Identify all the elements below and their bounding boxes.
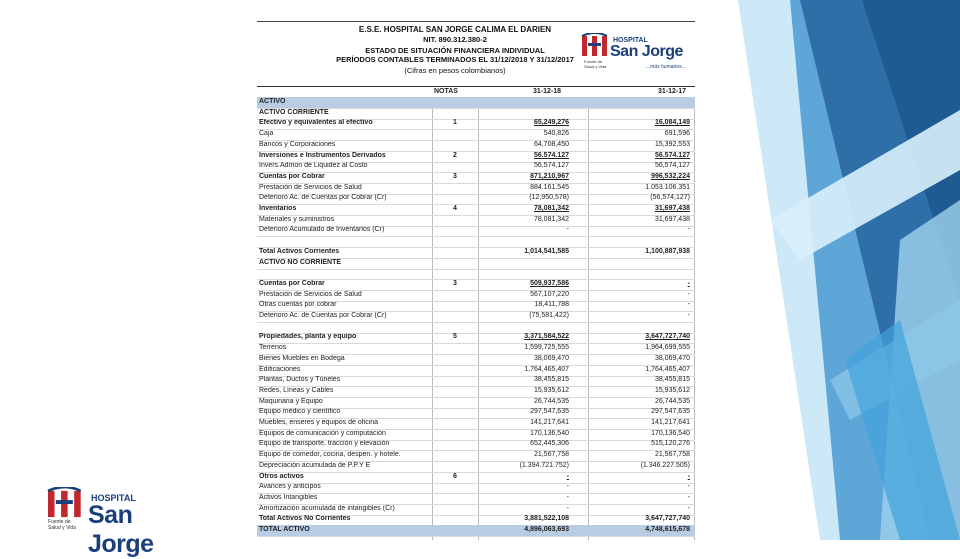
- row-label: Bancos y Corporaciones: [259, 140, 336, 148]
- hospital-emblem-icon: [44, 487, 86, 521]
- logo-subtitle: Fuente de Salud y Vida: [584, 59, 607, 69]
- row-value-2017: 141,217,641: [651, 419, 690, 426]
- logo-name: San Jorge: [610, 43, 683, 60]
- row-value-2017: (56,574,127): [650, 194, 690, 202]
- row-label: Deterioro Ac. de Cuentas por Cobrar (Cr): [259, 194, 387, 202]
- row-value-2017: (1.346.227.505): [640, 461, 690, 469]
- row-note: 5: [453, 333, 457, 341]
- row-value-2018: -: [566, 483, 569, 491]
- row-value-2017: 4,748,615,678: [645, 526, 690, 533]
- row-value-2018: 540,826: [543, 130, 569, 138]
- row-value-2017: 1,100,887,938: [645, 247, 690, 255]
- row-label: Equipo de transporte, tracción y elevación: [259, 440, 390, 448]
- row-value-2017: 515,120,276: [651, 440, 690, 448]
- row-value-2018: 18,411,788: [534, 301, 569, 309]
- row-label: Deterioro Acumulado de Inventarios (Cr): [259, 226, 385, 234]
- row-value-2017: -: [687, 279, 690, 287]
- row-label: Activos Intangibles: [259, 493, 318, 501]
- row-label: Bienes Muebles en Bodega: [259, 354, 345, 362]
- row-value-2017: -: [687, 483, 690, 491]
- logo-hospital-word: HOSPITAL: [613, 37, 648, 44]
- row-value-2018: (12,950,578): [529, 194, 569, 202]
- row-value-2017: 996,532,224: [651, 172, 690, 180]
- hospital-emblem-icon: [580, 33, 610, 59]
- row-label: Otros activos: [259, 472, 304, 480]
- row-value-2018: -: [566, 472, 569, 480]
- row-value-2018: 78,081,342: [533, 205, 569, 212]
- row-value-2017: -: [687, 290, 690, 298]
- row-value-2018: 297,547,635: [530, 408, 569, 416]
- row-value-2018: -: [566, 504, 569, 512]
- row-label: ACTIVO NO CORRIENTE: [259, 258, 342, 266]
- row-value-2018: 871,210,967: [530, 172, 569, 180]
- periods-line: PERÍODOS CONTABLES TERMINADOS EL 31/12/2018 Y 31/12/2017: [336, 55, 574, 64]
- row-label: Cuentas por Cobrar: [259, 279, 325, 287]
- row-value-2017: 16,084,149: [654, 119, 690, 127]
- row-value-2018: 64,708,450: [533, 140, 569, 148]
- row-value-2018: 3,371,584,522: [524, 333, 569, 341]
- row-label: TOTAL ACTIVO: [259, 526, 310, 533]
- logo-name: San Jorge: [88, 501, 154, 558]
- row-label: Inversiones e Instrumentos Derivados: [259, 151, 386, 159]
- row-value-2018: 56.574.127: [533, 151, 569, 159]
- row-value-2017: 38,455,815: [654, 376, 690, 384]
- row-label: Propiedades, planta y equipo: [259, 333, 357, 341]
- row-value-2018: 170,136,540: [530, 429, 569, 437]
- row-value-2017: 26,744,535: [654, 397, 690, 405]
- row-label: Inventarios: [259, 205, 297, 212]
- row-value-2018: 38,069,470: [533, 354, 569, 362]
- notes-header: NOTAS: [434, 88, 458, 95]
- row-value-2017: 3,647,727,740: [645, 515, 690, 523]
- row-value-2018: 56,574,127: [533, 162, 569, 170]
- row-value-2017: 31,697,438: [654, 215, 690, 223]
- row-label: Equipo de comedor, cocina, despen. y hotele.: [259, 451, 401, 459]
- row-label: Prestación de Servicios de Salud: [259, 290, 362, 298]
- row-label: Invers.Admon de Liquidez al Costo: [259, 162, 368, 170]
- row-value-2017: 170,136,540: [651, 429, 690, 437]
- row-value-2018: (1.394.721.752): [519, 461, 569, 469]
- hospital-logo-large: [44, 487, 204, 558]
- row-value-2018: 3,881,522,108: [524, 515, 569, 523]
- row-label: Cuentas por Cobrar: [259, 172, 325, 180]
- row-label: Equipos de comunicación y computación: [259, 429, 386, 437]
- row-note: 2: [453, 151, 457, 159]
- row-note: 3: [453, 172, 457, 180]
- row-value-2017: 297,547,635: [651, 408, 690, 416]
- row-label: Maquinaria y Equipo: [259, 397, 323, 405]
- row-label: ACTIVO: [259, 98, 286, 105]
- row-label: Plantas, Ductos y Túneles: [259, 376, 341, 384]
- logo-slogan: ...más humanos...: [646, 64, 686, 70]
- row-note: 4: [453, 205, 457, 212]
- row-value-2017: -: [687, 226, 690, 234]
- row-value-2017: -: [687, 312, 690, 319]
- row-label: Redes, Líneas y Cables: [259, 386, 334, 394]
- row-label: Total Activos Corrientes: [259, 247, 340, 255]
- row-value-2017: 31,697,438: [654, 205, 690, 212]
- logo-hospital-word: HOSPITAL: [91, 493, 136, 503]
- row-label: Terrenos: [259, 344, 287, 352]
- row-value-2018: -: [566, 226, 569, 234]
- nit-line: NIT. 890.312.380-2: [423, 35, 487, 44]
- row-note: 1: [453, 119, 457, 127]
- row-label: Equipo médico y científico: [259, 408, 341, 416]
- row-value-2017: 38,069,470: [654, 354, 690, 362]
- row-value-2018: 1,764,465,407: [524, 365, 569, 373]
- row-value-2017: 21,567,758: [654, 451, 690, 459]
- row-label: Materiales y suministros: [259, 215, 335, 223]
- row-value-2018: (75,581,422): [529, 312, 569, 319]
- row-value-2017: 1.053.106.351: [645, 183, 690, 191]
- statement-title: ESTADO DE SITUACIÓN FINANCIERA INDIVIDUAL: [365, 46, 545, 55]
- row-value-2017: -: [687, 472, 690, 480]
- row-label: Edificaciones: [259, 365, 301, 373]
- row-label: ACTIVO CORRIENTE: [259, 108, 329, 116]
- row-label: Otras cuentas por cobrar: [259, 301, 337, 309]
- col-2017-header: 31-12-17: [658, 88, 687, 95]
- row-value-2017: 3,647,727,740: [645, 333, 690, 341]
- hospital-logo-small: [580, 33, 700, 75]
- row-label: Efectivo y equivalentes al efectivo: [259, 119, 373, 127]
- row-value-2017: 15,392,553: [654, 140, 690, 148]
- row-value-2018: 509,937,586: [530, 279, 569, 287]
- row-value-2018: 21,567,758: [533, 451, 569, 459]
- row-value-2018: 65,249,276: [533, 119, 569, 127]
- row-value-2017: 691,596: [664, 130, 690, 138]
- row-label: Total Activos No Corrientes: [259, 515, 351, 523]
- row-value-2018: 26,744,535: [533, 397, 569, 405]
- row-label: Amortización acumulada de intangibles (Cr): [259, 504, 395, 512]
- row-value-2018: 78,081,342: [533, 215, 569, 223]
- row-value-2018: -: [566, 493, 569, 501]
- row-value-2017: 15,935,612: [654, 386, 690, 394]
- row-value-2018: 884.161.545: [530, 183, 569, 191]
- row-value-2018: 4,896,063,693: [524, 526, 569, 533]
- table-row: [257, 525, 695, 537]
- row-label: Avances y anticipos: [259, 483, 321, 491]
- row-label: Caja: [259, 130, 274, 138]
- row-value-2017: -: [687, 504, 690, 512]
- row-note: 6: [453, 472, 457, 480]
- row-label: Muebles, enseres y equipos de oficina: [259, 419, 379, 426]
- row-value-2018: 1,599,725,555: [524, 344, 569, 352]
- row-note: 3: [453, 279, 457, 287]
- row-value-2018: 141,217,641: [530, 419, 569, 426]
- row-label: Depreciación acumulada de P.P.Y E: [259, 461, 371, 469]
- row-value-2018: 567,107,220: [530, 290, 569, 298]
- row-value-2017: -: [687, 493, 690, 501]
- row-value-2017: 1,764,465,407: [645, 365, 690, 373]
- row-value-2017: 56,574,127: [654, 162, 690, 170]
- row-value-2018: 652,445,306: [530, 440, 569, 448]
- row-value-2017: -: [687, 301, 690, 309]
- logo-subtitle: Fuente de Salud y Vida: [48, 519, 76, 531]
- row-value-2017: 1,964,699,555: [645, 344, 690, 352]
- hospital-title: E.S.E. HOSPITAL SAN JORGE CALIMA EL DARIEN: [358, 25, 552, 34]
- row-label: Deterioro Ac. de Cuentas por Cobrar (Cr): [259, 312, 387, 319]
- row-value-2018: 15,935,612: [533, 386, 569, 394]
- col-2018-header: 31-12-18: [533, 88, 562, 95]
- row-label: Prestación de Servicios de Salud: [259, 183, 362, 191]
- row-value-2018: 38,455,815: [533, 376, 569, 384]
- row-value-2017: 56.574.127: [654, 151, 690, 159]
- currency-note: (Cifras en pesos colombianos): [404, 66, 506, 75]
- row-value-2018: 1,014,541,585: [524, 247, 569, 255]
